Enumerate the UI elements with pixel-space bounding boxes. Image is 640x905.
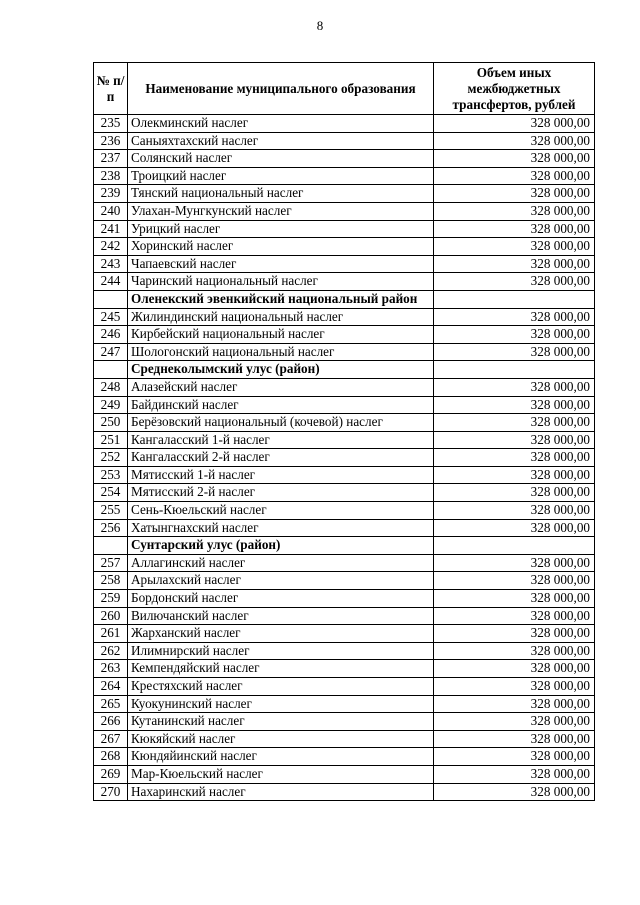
row-amount xyxy=(434,537,595,555)
table-row xyxy=(94,343,595,361)
row-number: 235 xyxy=(94,115,128,133)
row-amount: 328 000,00 xyxy=(434,220,595,238)
row-number: 254 xyxy=(94,484,128,502)
table-row xyxy=(94,326,595,344)
row-amount: 328 000,00 xyxy=(434,150,595,168)
municipality-name: Жарханский наслег xyxy=(128,625,434,643)
municipality-name: Мятисский 1-й наслег xyxy=(128,466,434,484)
row-amount: 328 000,00 xyxy=(434,255,595,273)
municipality-name: Алазейский наслег xyxy=(128,378,434,396)
row-amount: 328 000,00 xyxy=(434,115,595,133)
row-number xyxy=(94,537,128,555)
row-number: 243 xyxy=(94,255,128,273)
row-amount: 328 000,00 xyxy=(434,660,595,678)
municipality-name: Кангаласский 1-й наслег xyxy=(128,431,434,449)
municipality-name: Илимнирский наслег xyxy=(128,642,434,660)
row-amount: 328 000,00 xyxy=(434,502,595,520)
row-number: 248 xyxy=(94,378,128,396)
table-row xyxy=(94,466,595,484)
row-number xyxy=(94,361,128,379)
row-amount: 328 000,00 xyxy=(434,678,595,696)
table-row xyxy=(94,484,595,502)
table-row xyxy=(94,695,595,713)
row-amount: 328 000,00 xyxy=(434,308,595,326)
header-municipality: Наименование муниципального образования xyxy=(128,63,434,115)
row-number: 244 xyxy=(94,273,128,291)
row-amount: 328 000,00 xyxy=(434,202,595,220)
row-amount: 328 000,00 xyxy=(434,378,595,396)
row-number: 239 xyxy=(94,185,128,203)
table-row xyxy=(94,150,595,168)
table-row xyxy=(94,713,595,731)
row-number xyxy=(94,290,128,308)
table-row xyxy=(94,185,595,203)
row-amount: 328 000,00 xyxy=(434,396,595,414)
row-amount: 328 000,00 xyxy=(434,185,595,203)
row-amount: 328 000,00 xyxy=(434,273,595,291)
municipality-name: Кангаласский 2-й наслег xyxy=(128,449,434,467)
municipality-name: Жилиндинский национальный наслег xyxy=(128,308,434,326)
municipality-name: Кутанинский наслег xyxy=(128,713,434,731)
row-number: 270 xyxy=(94,783,128,801)
row-amount: 328 000,00 xyxy=(434,132,595,150)
row-number: 251 xyxy=(94,431,128,449)
municipality-name: Шологонский национальный наслег xyxy=(128,343,434,361)
table-row xyxy=(94,414,595,432)
row-amount: 328 000,00 xyxy=(434,343,595,361)
municipality-name: Кемпендяйский наслег xyxy=(128,660,434,678)
row-amount: 328 000,00 xyxy=(434,748,595,766)
row-amount: 328 000,00 xyxy=(434,431,595,449)
row-number: 247 xyxy=(94,343,128,361)
table-row xyxy=(94,132,595,150)
table-row xyxy=(94,519,595,537)
row-number: 246 xyxy=(94,326,128,344)
municipality-name: Берёзовский национальный (кочевой) наслег xyxy=(128,414,434,432)
row-number: 252 xyxy=(94,449,128,467)
row-number: 242 xyxy=(94,238,128,256)
header-row xyxy=(94,63,595,115)
table-row xyxy=(94,554,595,572)
row-number: 268 xyxy=(94,748,128,766)
table-row xyxy=(94,625,595,643)
table-row xyxy=(94,273,595,291)
row-amount: 328 000,00 xyxy=(434,625,595,643)
table-row xyxy=(94,202,595,220)
row-number: 236 xyxy=(94,132,128,150)
table-row xyxy=(94,765,595,783)
table-row xyxy=(94,449,595,467)
table-row xyxy=(94,255,595,273)
row-number: 237 xyxy=(94,150,128,168)
municipality-name: Урицкий наслег xyxy=(128,220,434,238)
table-row xyxy=(94,396,595,414)
table-row xyxy=(94,115,595,133)
municipality-name: Троицкий наслег xyxy=(128,167,434,185)
table-row xyxy=(94,748,595,766)
row-amount: 328 000,00 xyxy=(434,713,595,731)
table-row xyxy=(94,590,595,608)
row-amount: 328 000,00 xyxy=(434,765,595,783)
row-amount xyxy=(434,361,595,379)
row-amount: 328 000,00 xyxy=(434,590,595,608)
table-row xyxy=(94,642,595,660)
region-header-row xyxy=(94,290,595,308)
row-number: 256 xyxy=(94,519,128,537)
page-number: 8 xyxy=(316,18,324,33)
region-header-row xyxy=(94,537,595,555)
region-name: Среднеколымский улус (район) xyxy=(128,361,434,379)
row-amount: 328 000,00 xyxy=(434,484,595,502)
row-number: 262 xyxy=(94,642,128,660)
table-row xyxy=(94,308,595,326)
municipality-name: Вилючанский наслег xyxy=(128,607,434,625)
header-amount: Объем иных межбюджетных трансфертов, рублей xyxy=(434,63,595,115)
municipality-name: Саныяхтахский наслег xyxy=(128,132,434,150)
row-amount: 328 000,00 xyxy=(434,695,595,713)
row-amount: 328 000,00 xyxy=(434,519,595,537)
row-amount: 328 000,00 xyxy=(434,783,595,801)
table-row xyxy=(94,502,595,520)
row-amount: 328 000,00 xyxy=(434,238,595,256)
municipality-name: Хоринский наслег xyxy=(128,238,434,256)
row-number: 258 xyxy=(94,572,128,590)
table-row xyxy=(94,572,595,590)
row-amount xyxy=(434,290,595,308)
row-number: 238 xyxy=(94,167,128,185)
municipality-name: Аллагинский наслег xyxy=(128,554,434,572)
table-row xyxy=(94,238,595,256)
table-row xyxy=(94,783,595,801)
table-row xyxy=(94,378,595,396)
municipality-name: Мар-Кюельский наслег xyxy=(128,765,434,783)
table-row xyxy=(94,220,595,238)
row-amount: 328 000,00 xyxy=(434,607,595,625)
table-header xyxy=(94,63,595,115)
row-amount: 328 000,00 xyxy=(434,572,595,590)
municipality-name: Кирбейский национальный наслег xyxy=(128,326,434,344)
row-number: 259 xyxy=(94,590,128,608)
row-number: 260 xyxy=(94,607,128,625)
municipality-name: Чаринский национальный наслег xyxy=(128,273,434,291)
table-row xyxy=(94,431,595,449)
table-row xyxy=(94,678,595,696)
region-header-row xyxy=(94,361,595,379)
table-row xyxy=(94,167,595,185)
row-number: 257 xyxy=(94,554,128,572)
table-row xyxy=(94,660,595,678)
municipality-name: Кюкяйский наслег xyxy=(128,730,434,748)
municipality-name: Байдинский наслег xyxy=(128,396,434,414)
row-amount: 328 000,00 xyxy=(434,466,595,484)
row-amount: 328 000,00 xyxy=(434,642,595,660)
row-number: 266 xyxy=(94,713,128,731)
municipality-name: Куокунинский наслег xyxy=(128,695,434,713)
table-row xyxy=(94,730,595,748)
municipality-name: Сень-Кюельский наслег xyxy=(128,502,434,520)
row-amount: 328 000,00 xyxy=(434,730,595,748)
municipality-name: Бордонский наслег xyxy=(128,590,434,608)
municipality-name: Кюндяйинский наслег xyxy=(128,748,434,766)
row-number: 265 xyxy=(94,695,128,713)
row-number: 250 xyxy=(94,414,128,432)
municipality-name: Чапаевский наслег xyxy=(128,255,434,273)
transfers-table xyxy=(93,62,595,801)
row-number: 255 xyxy=(94,502,128,520)
region-name: Оленекский эвенкийский национальный район xyxy=(128,290,434,308)
row-amount: 328 000,00 xyxy=(434,167,595,185)
row-amount: 328 000,00 xyxy=(434,326,595,344)
municipality-name: Тянский национальный наслег xyxy=(128,185,434,203)
row-number: 263 xyxy=(94,660,128,678)
region-name: Сунтарский улус (район) xyxy=(128,537,434,555)
municipality-name: Хатынгнахский наслег xyxy=(128,519,434,537)
row-number: 240 xyxy=(94,202,128,220)
table-body xyxy=(94,115,595,801)
municipality-name: Солянский наслег xyxy=(128,150,434,168)
municipality-name: Нахаринский наслег xyxy=(128,783,434,801)
header-number: № п/п xyxy=(94,63,128,115)
row-number: 249 xyxy=(94,396,128,414)
municipality-name: Олекминский наслег xyxy=(128,115,434,133)
municipality-name: Крестяхский наслег xyxy=(128,678,434,696)
row-number: 245 xyxy=(94,308,128,326)
row-amount: 328 000,00 xyxy=(434,414,595,432)
table-row xyxy=(94,607,595,625)
row-number: 253 xyxy=(94,466,128,484)
municipality-name: Арылахский наслег xyxy=(128,572,434,590)
municipality-name: Мятисский 2-й наслег xyxy=(128,484,434,502)
municipality-name: Улахан-Мунгкунский наслег xyxy=(128,202,434,220)
row-number: 267 xyxy=(94,730,128,748)
row-amount: 328 000,00 xyxy=(434,554,595,572)
row-amount: 328 000,00 xyxy=(434,449,595,467)
row-number: 264 xyxy=(94,678,128,696)
row-number: 269 xyxy=(94,765,128,783)
row-number: 241 xyxy=(94,220,128,238)
row-number: 261 xyxy=(94,625,128,643)
